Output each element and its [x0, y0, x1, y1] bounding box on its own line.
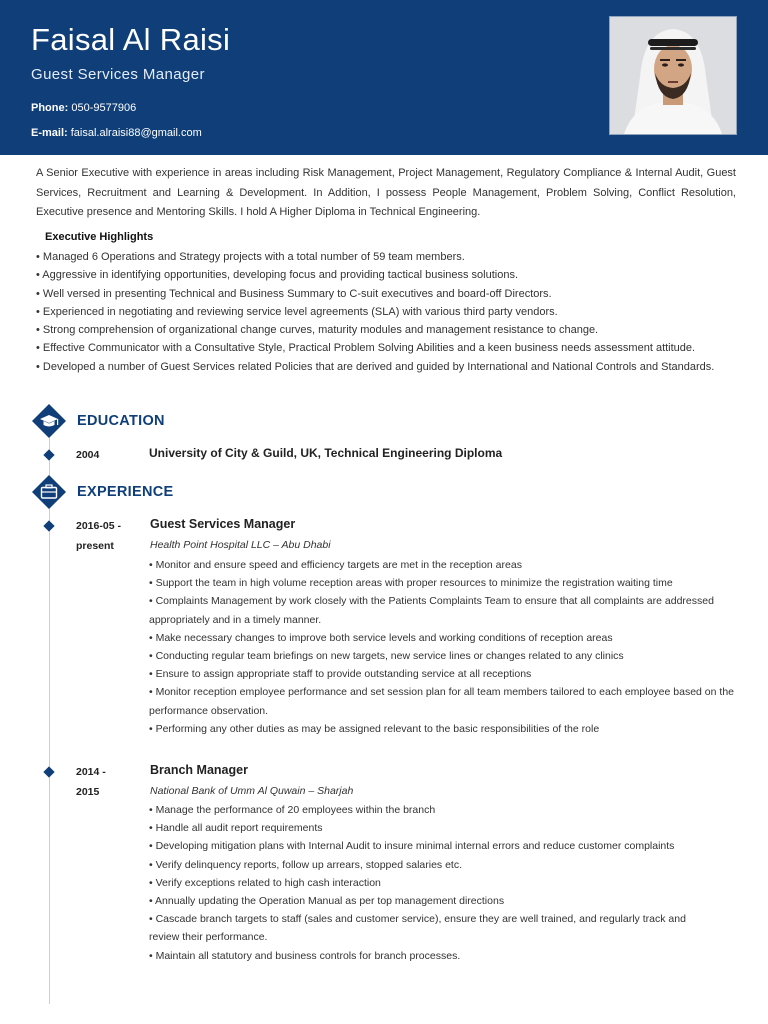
responsibility-item: • Handle all audit report requirements — [149, 822, 323, 835]
responsibility-item: • Developing mitigation plans with Internal Audit to insure minimal internal errors and reduce customer complaints — [149, 840, 675, 853]
timeline-marker — [43, 520, 54, 531]
job-title: Branch Manager — [150, 763, 248, 777]
job-responsibilities — [149, 801, 739, 965]
phone-value: 050-9577906 — [71, 102, 137, 114]
job-date-start: 2016-05 - — [76, 520, 121, 532]
job-date — [76, 762, 106, 802]
responsibility-item: • Verify exceptions related to high cash interaction — [149, 876, 381, 889]
professional-summary: A Senior Executive with experience in areas including Risk Management, Project Management, Regulatory Compliance & Internal Audit, Guest Services, Recruitment and Learning & Development. In Addition, I possess People Management, Problem Solving, Conflict Resolution, Executive presence and Mentoring Skills. I hold A Higher Diploma in Technical Engineering. — [36, 167, 736, 218]
responsibility-item: • Support the team in high volume reception areas with proper resources to minimize the registration waiting time — [149, 577, 673, 590]
responsibility-item: • Verify delinquency reports, follow up arrears, stopped salaries etc. — [149, 858, 463, 871]
responsibility-item: • Ensure to assign appropriate staff to provide outstanding service at all receptions — [149, 668, 532, 681]
responsibility-item: • Make necessary changes to improve both service levels and working conditions of reception areas — [149, 631, 613, 644]
job-organization: Health Point Hospital LLC – Abu Dhabi — [150, 539, 331, 551]
phone-label: Phone: — [31, 102, 69, 114]
candidate-name: Faisal Al Raisi — [31, 22, 231, 57]
highlight-item: • Strong comprehension of organizational change curves, maturity modules and management resistance to change. — [36, 324, 599, 337]
email-value[interactable]: faisal.alraisi88@gmail.com — [70, 127, 202, 139]
responsibility-item: • Performing any other duties as may be assigned relevant to the basic responsibilities of the role — [149, 722, 600, 735]
education-heading: EDUCATION — [77, 413, 165, 429]
timeline-marker — [43, 449, 54, 460]
timeline-marker — [43, 766, 54, 777]
highlight-item: • Effective Communicator with a Consultative Style, Practical Problem Solving Abilities and a keen business needs assessment attitude. — [36, 342, 696, 355]
email-line — [31, 127, 202, 139]
job-date-start: 2014 - — [76, 766, 106, 778]
candidate-title: Guest Services Manager — [31, 66, 205, 83]
responsibility-item: • Conducting regular team briefings on new targets, new service lines or changes related to any clinics — [149, 650, 624, 663]
experience-heading: EXPERIENCE — [77, 484, 174, 500]
responsibility-item: • Manage the performance of 20 employees within the branch — [149, 804, 436, 816]
profile-photo — [609, 16, 737, 135]
highlight-item: • Managed 6 Operations and Strategy projects with a total number of 59 team members. — [36, 251, 465, 263]
responsibility-item: • Complaints Management by work closely with the Patients Complaints Team to ensure that all complaints are addressed appropriately and in a timely manner. — [149, 595, 714, 626]
job-title: Guest Services Manager — [150, 517, 296, 531]
highlight-item: • Developed a number of Guest Services related Policies that are derived and guided by International and National Controls and Standards. — [36, 360, 715, 373]
phone-line — [31, 102, 136, 114]
job-responsibilities — [149, 556, 739, 738]
responsibility-item: • Monitor and ensure speed and efficiency targets are met in the reception areas — [149, 559, 522, 571]
job-organization: National Bank of Umm Al Quwain – Sharjah — [150, 785, 354, 797]
briefcase-icon — [32, 475, 66, 509]
highlights-title: Executive Highlights — [45, 231, 154, 243]
job-date — [76, 516, 121, 556]
highlight-item: • Experienced in negotiating and reviewing service level agreements (SLA) with various third party vendors. — [36, 305, 558, 318]
responsibility-item: • Cascade branch targets to staff (sales and customer service), ensure they are well trained, and regularly track and review their performance. — [149, 913, 686, 944]
highlight-item: • Aggressive in identifying opportunities, developing focus and providing tactical business solutions. — [36, 269, 519, 282]
graduation-cap-icon — [32, 404, 66, 438]
education-year: 2004 — [76, 449, 100, 461]
highlights-list — [36, 248, 736, 376]
responsibility-item: • Annually updating the Operation Manual as per top management directions — [149, 895, 505, 908]
job-date-end: 2015 — [76, 786, 100, 798]
email-label: E-mail: — [31, 127, 68, 139]
education-entry: University of City & Guild, UK, Technical Engineering Diploma — [149, 446, 503, 460]
highlight-item: • Well versed in presenting Technical and Business Summary to C-suit executives and board-off Directors. — [36, 287, 552, 300]
responsibility-item: • Monitor reception employee performance and set session plan for all team members tailored to each employee based on the performance observation. — [149, 686, 734, 717]
resume-header — [0, 0, 768, 155]
job-date-end: present — [76, 540, 114, 552]
responsibility-item: • Maintain all statutory and business controls for branch processes. — [149, 949, 461, 962]
